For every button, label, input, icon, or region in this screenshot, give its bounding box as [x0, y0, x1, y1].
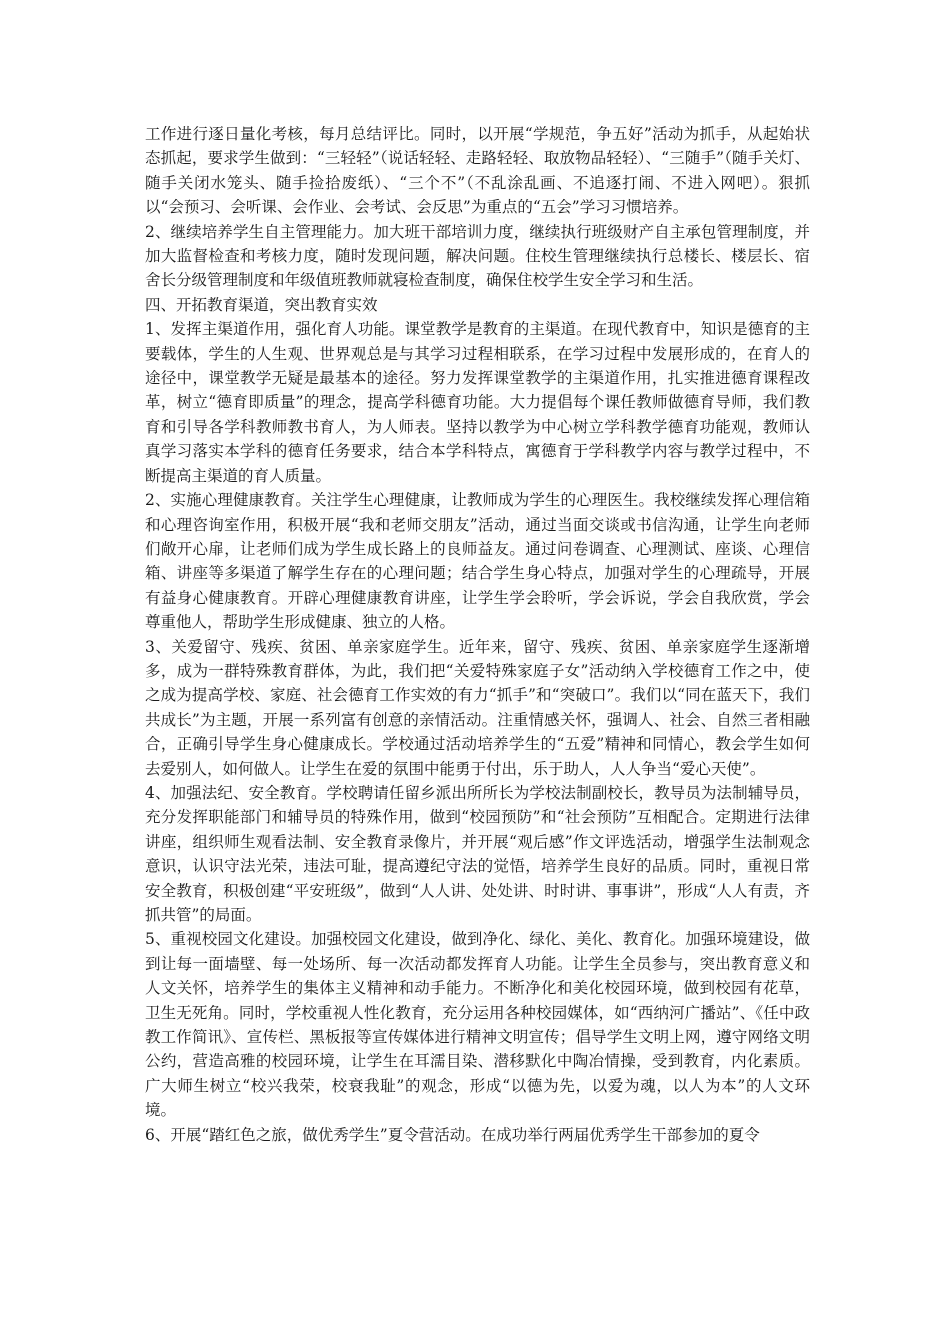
- paragraph-summer-camp: 6、开展“踏红色之旅，做优秀学生”夏令营活动。在成功举行两届优秀学生干部参加的夏令: [145, 1125, 760, 1144]
- section-heading-education-channels: 四、开拓教育渠道，突出教育实效: [145, 295, 378, 314]
- paragraph-main-channel: 1、发挥主渠道作用，强化育人功能。课堂教学是教育的主渠道。在现代教育中，知识是德育的主要载体，学生的人生观、世界观总是与其学习过程相联系，在学习过程中发展形成的，在育人的途径中，课堂教学无疑是最基本的途径。努力发挥课堂教学的主渠道作用，扎实推进德育课程改革，树立“德育即质量”的理念，提高学科德育功能。大力提倡每个课任教师做德育导师，我们教育和引导各学科教师教书育人，为人师表。坚持以教学为中心树立学科教学德育功能观，教师认真学习落实本学科的德育任务要求，结合本学科特点，寓德育于学科教学内容与教学过程中，不断提高主渠道的育人质量。: [145, 320, 810, 485]
- paragraph-care-special-families: 3、关爱留守、残疾、贫困、单亲家庭学生。近年来，留守、残疾、贫困、单亲家庭学生逐渐增多，成为一群特殊教育群体，为此，我们把“关爱特殊家庭子女”活动纳入学校德育工作之中，使之成为提高学校、家庭、社会德育工作实效的有力“抓手”和“突破口”。我们以“同在蓝天下，我们共成长”为主题，开展一系列富有创意的亲情活动。注重情感关怀，强调人、社会、自然三者相融合，正确引导学生身心健康成长。学校通过活动培养学生的“五爱”精神和同情心，教会学生如何去爱别人，如何做人。让学生在爱的氛围中能勇于付出，乐于助人，人人争当“爱心天使”。: [145, 637, 810, 778]
- paragraph-law-safety: 4、加强法纪、安全教育。学校聘请任留乡派出所所长为学校法制副校长，教导员为法制辅导员，充分发挥职能部门和辅导员的特殊作用，做到“校园预防”和“社会预防”互相配合。定期进行法律讲座，组织师生观看法制、安全教育录像片，并开展“观后感”作文评选活动，增强学生法制观念意识，认识守法光荣，违法可耻，提高遵纪守法的觉悟，培养学生良好的品质。同时，重视日常安全教育，积极创建“平安班级”，做到“人人讲、处处讲、时时讲、事事讲”，形成“人人有责，齐抓共管”的局面。: [145, 783, 810, 924]
- paragraph-mental-health: 2、实施心理健康教育。关注学生心理健康，让教师成为学生的心理医生。我校继续发挥心理信箱和心理咨询室作用，积极开展“我和老师交朋友”活动，通过当面交谈或书信沟通，让学生向老师们敞开心扉，让老师们成为学生成长路上的良师益友。通过问卷调查、心理测试、座谈、心理信箱、讲座等多渠道了解学生存在的心理问题；结合学生身心特点，加强对学生的心理疏导，开展有益身心健康教育。开辟心理健康教育讲座，让学生学会聆听，学会诉说，学会自我欣赏，学会尊重他人，帮助学生形成健康、独立的人格。: [145, 491, 810, 632]
- paragraph-campus-culture: 5、重视校园文化建设。加强校园文化建设，做到净化、绿化、美化、教育化。加强环境建设，做到让每一面墙壁、每一处场所、每一次活动都发挥育人功能。让学生全员参与，突出教育意义和人文关怀，培养学生的集体主义精神和动手能力。不断净化和美化校园环境，做到校园有花草，卫生无死角。同时，学校重视人性化教育，充分运用各种校园媒体，如“西纳河广播站”、《任中政教工作简讯》、宣传栏、黑板报等宣传媒体进行精神文明宣传；倡导学生文明上网，遵守网络文明公约，营造高雅的校园环境，让学生在耳濡目染、潜移默化中陶冶情操，受到教育，内化素质。广大师生树立“校兴我荣，校衰我耻”的观念，形成“以德为先，以爱为魂，以人为本”的人文环境。: [145, 930, 810, 1120]
- document-page: [145, 122, 810, 1147]
- paragraph-habit-training: 工作进行逐日量化考核，每月总结评比。同时，以开展“学规范，争五好”活动为抓手，从起始状态抓起，要求学生做到：“三轻轻”（说话轻轻、走路轻轻、取放物品轻轻）、“三随手”（随手关灯、随手关闭水笼头、随手捡拾废纸）、“三个不”（不乱涂乱画、不追逐打闹、不进入网吧）。狠抓以“会预习、会听课、会作业、会考试、会反思”为重点的“五会”学习习惯培养。: [145, 125, 810, 217]
- paragraph-self-management: 2、继续培养学生自主管理能力。加大班干部培训力度，继续执行班级财产自主承包管理制度，并加大监督检查和考核力度，随时发现问题，解决问题。住校生管理继续执行总楼长、楼层长、宿舍长分级管理制度和年级值班教师就寝检查制度，确保住校学生安全学习和生活。: [145, 222, 810, 290]
